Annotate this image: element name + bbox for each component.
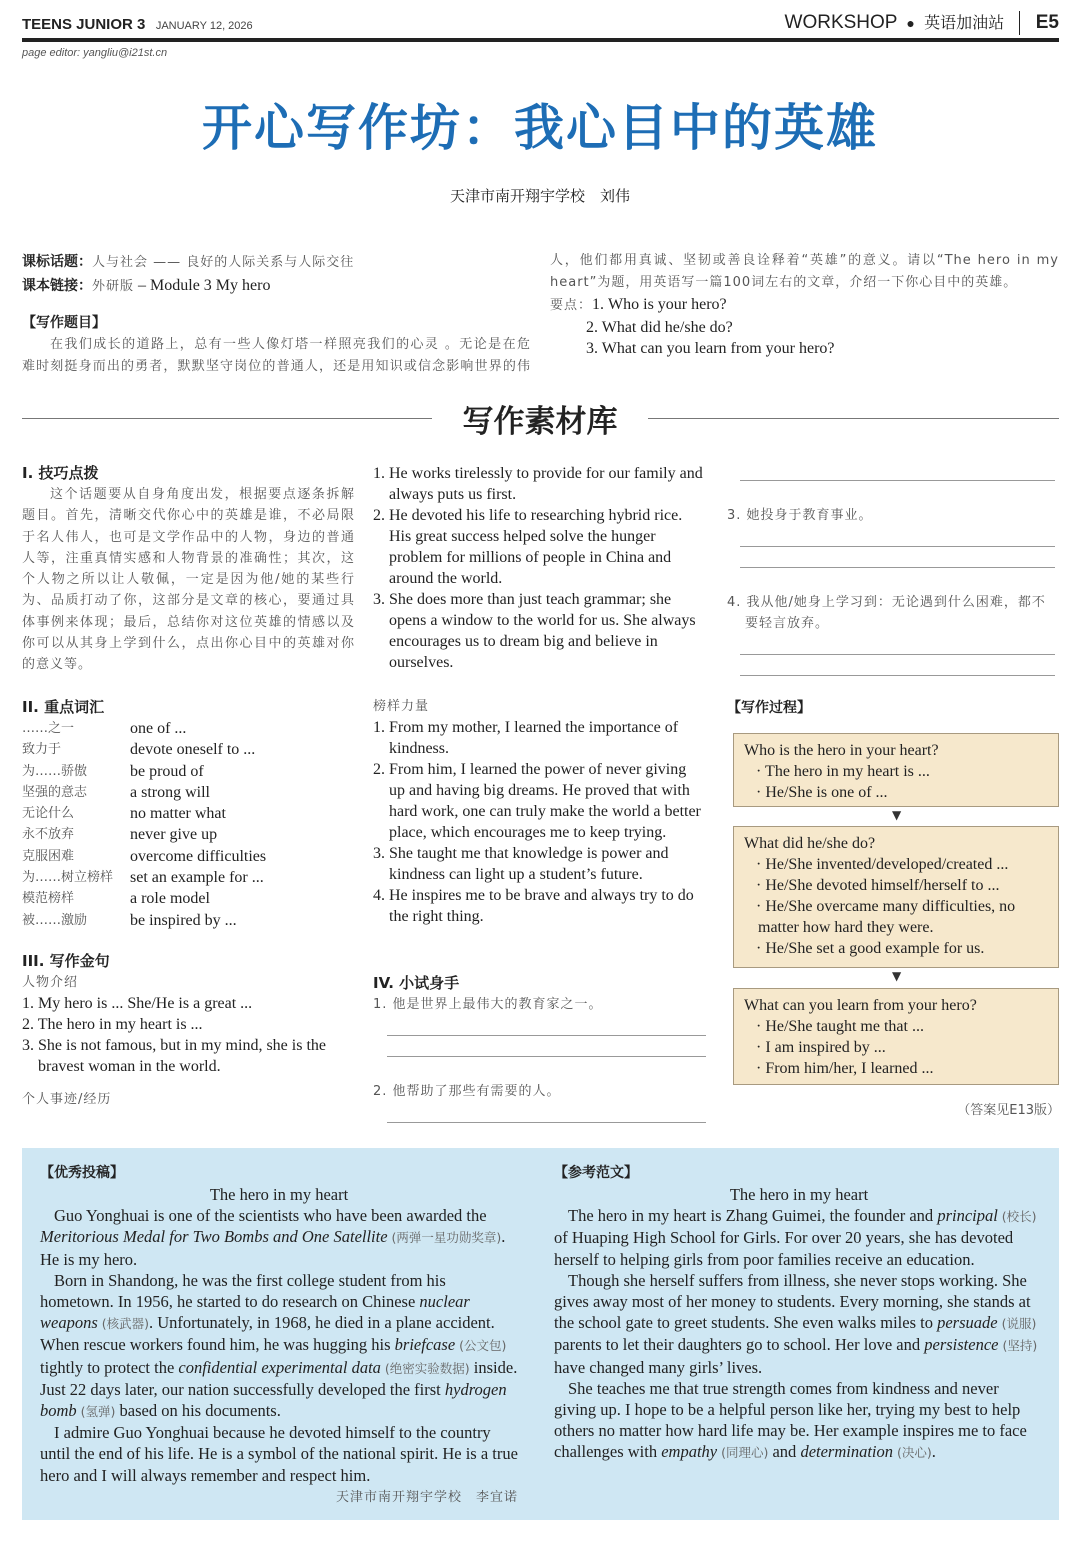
answer-line[interactable] [387, 1035, 706, 1036]
sentence-list-power [373, 717, 706, 927]
essay-label: 【优秀投稿】 [40, 1165, 124, 1181]
chinese-gloss: (说服) [997, 1316, 1037, 1332]
sentence-list-intro [22, 993, 355, 1077]
answer-line[interactable] [387, 1056, 706, 1057]
flow-item: · He/She invented/developed/created ... [756, 856, 1009, 873]
student-essay [40, 1162, 518, 1508]
vocab-cn: 为……树立榜样 [22, 870, 114, 886]
vocab-en: overcome difficulties [130, 847, 267, 865]
answer-note: （答案见E13版） [957, 1103, 1060, 1118]
essay-text: based on his documents. [115, 1401, 281, 1421]
vocab-list [22, 718, 355, 931]
essay-text: and [768, 1442, 801, 1462]
italic-term: empathy [661, 1442, 718, 1462]
flow-question: What can you learn from your hero? [744, 997, 977, 1014]
essay-text: The hero in my heart is Zhang Guimei, the founder and [568, 1206, 938, 1226]
essay-title: The hero in my heart [209, 1185, 349, 1204]
vocab-en: never give up [130, 826, 218, 844]
flow-item: · He/She set a good example for us. [756, 940, 985, 957]
chinese-gloss: (决心) [893, 1445, 932, 1461]
chinese-gloss: (同理心) [717, 1445, 769, 1461]
essay-paragraph [554, 1378, 1044, 1464]
role-model-block [373, 696, 706, 927]
divider [1019, 11, 1020, 35]
section-1 [22, 462, 355, 676]
chinese-gloss: (公文包) [455, 1338, 507, 1354]
sentence-item: 2. He devoted his life to researching hybrid rice. His great success helped solve the hunger problem for millions of people in China and around the world. [373, 507, 683, 587]
rule-right [648, 418, 1059, 419]
italic-term: persuade [937, 1313, 998, 1333]
essay-paragraph [40, 1270, 518, 1422]
chinese-gloss: (坚持) [998, 1338, 1038, 1354]
intro [22, 250, 1059, 380]
vocab-cn: 克服困难 [22, 848, 75, 864]
chinese-gloss: (核武器) [97, 1316, 149, 1332]
essay-text: tightly to protect the [40, 1357, 179, 1377]
author: 天津市南开翔宇学校 刘伟 [449, 187, 630, 205]
vocab-en: be proud of [130, 762, 204, 780]
link-cn: 外研版 [92, 279, 135, 294]
essay-title: The hero in my heart [729, 1185, 869, 1204]
prompt-text: 在我们成长的道路上，总有一些人像灯塔一样照亮我们的心灵 。无论是在危难时刻挺身而出的勇者，默默坚守岗位的普通人，还是用知识或信念影响世界的伟人，他们都用真诚、坚韧或善良诠释着“英雄”的意义。请以“The hero in my heart”为题，用英语写一篇100词左右的文章，介绍一下你心目中的英雄。 [22, 253, 1059, 374]
sentence-item: 1. My hero is ... She/He is a great ... [22, 995, 253, 1012]
model-essay [554, 1162, 1044, 1464]
essay-text: have changed many girls’ lives. [554, 1357, 763, 1377]
essay-text: Though she herself suffers from illness, she never stops working. She gives away most of her money to students. Every morning, she stands at the school gate to greet students. She even walks miles to [554, 1270, 1031, 1333]
answer-line[interactable] [740, 654, 1055, 655]
essay-paragraph [40, 1422, 518, 1486]
process-heading: 【写作过程】 [727, 700, 811, 716]
italic-term: briefcase [394, 1335, 456, 1355]
prompt-heading: 【写作题目】 [22, 315, 106, 331]
essay-paragraph [554, 1205, 1044, 1270]
arrow-down-icon: ▼ [892, 969, 902, 983]
vocab-en: a strong will [130, 783, 210, 801]
essay-label: 【参考范文】 [554, 1165, 638, 1181]
flow-item: · The hero in my heart is ... [756, 763, 930, 780]
essay-panel [22, 1148, 1059, 1520]
italic-term: hydrogen bomb [40, 1379, 507, 1421]
essay-paragraph [40, 1205, 518, 1270]
vocab-cn: 坚强的意志 [22, 784, 88, 800]
flow-item: · From him/her, I learned ... [756, 1060, 934, 1077]
section-2-heading: II. 重点词汇 [22, 698, 105, 716]
flow-item: · He/She overcame many difficulties, no matter how hard they were. [756, 898, 1016, 936]
vocab-cn: 模范榜样 [22, 891, 75, 907]
vocab-en: no matter what [130, 805, 226, 823]
page-number: E5 [1035, 12, 1059, 33]
section-name: WORKSHOP [784, 12, 898, 33]
bullet-icon: ● [906, 15, 915, 31]
essay-text: of Huaping High School for Girls. For over 20 years, she has devoted herself to helping girls from poor families receive an education. [554, 1228, 1014, 1269]
vocab-cn: ……之一 [22, 721, 75, 736]
section-3 [22, 950, 355, 1110]
section-4-heading: IV. 小试身手 [373, 974, 460, 992]
topic: 人与社会 —— 良好的人际关系与人际交往 [92, 255, 355, 270]
essay-text: She teaches me that true strength comes from kindness and never giving up. I hope to be a helpful person like her, trying my best to help others no matter how hard life may be. Her example inspires me to face challenges with [554, 1378, 1027, 1462]
italic-term: persistence [924, 1335, 999, 1355]
italic-term: nuclear weapons [40, 1292, 470, 1333]
section-4 [373, 972, 706, 1123]
exercise-1: 1. 他是世界上最伟大的教育家之一。 [373, 997, 603, 1012]
answer-line[interactable] [740, 567, 1055, 568]
chinese-gloss: (氢弹) [76, 1404, 116, 1420]
section-1-text: 这个话题要从自身角度出发，根据要点逐条拆解题目。首先，清晰交代你心中的英雄是谁，不必局限于名人伟人，也可是文学作品中的人物，身边的普通人等，注重真情实感和人物背景的准确性；其次，这个人物之所以让人敬佩，一定是因为他/她的某些行为、品质打动了你，这部分是文章的核心，要通过具体事例来体现；最后，总结你对这位英雄的情感以及你可以从其身上学到什么，点出你心目中的英雄对你的意义等。 [22, 487, 355, 673]
section-name-cn: 英语加油站 [924, 15, 1005, 32]
sentence-item: 4. He inspires me to be brave and always try to do the right thing. [373, 887, 694, 925]
essay-text: . [931, 1442, 936, 1462]
vocab-cn: 永不放弃 [22, 827, 75, 843]
sub-heading-deeds: 个人事迹/经历 [22, 1092, 112, 1107]
chinese-gloss: (绝密实验数据) [380, 1360, 470, 1376]
flow-box-who [733, 733, 1059, 807]
paper-name: TEENS JUNIOR 3 [22, 16, 146, 33]
page-title: 开心写作坊：我心目中的英雄 [202, 100, 878, 156]
essay-text: parents to let their daughters go to school. Her love and [554, 1335, 925, 1355]
vocab-cn: 为……骄傲 [22, 763, 88, 779]
sentence-item: 1. He works tirelessly to provide for our family and always puts us first. [373, 465, 703, 503]
link-en: – Module 3 My hero [134, 277, 271, 294]
vocab-cn: 致力于 [22, 742, 62, 758]
essay-text: . He is my hero. [40, 1227, 506, 1269]
chinese-gloss: (两弹一星功勋奖章) [387, 1230, 502, 1246]
page-editor: page editor: yangliu@i21st.cn [22, 47, 168, 59]
point-1: 1. Who is your hero? [592, 296, 727, 313]
essay-text: . Unfortunately, in 1968, he died in a plane accident. When rescue workers found him, he was hugging his [40, 1313, 495, 1355]
materials-title: 写作素材库 [462, 404, 618, 440]
exercise-2: 2. 他帮助了那些有需要的人。 [373, 1084, 561, 1099]
vocab-en: a role model [130, 890, 210, 908]
exercise-4: 4. 我从他/她身上学习到：无论遇到什么困难，都不要轻言放弃。 [727, 595, 1046, 631]
flow-item: · I am inspired by ... [756, 1039, 886, 1056]
topic-label: 课标话题： [22, 254, 92, 270]
essay-text: I admire Guo Yonghuai because he devoted himself to the country until the end of his life. He is a symbol of the national spirit. He is a true hero and I will always remember and respect him. [40, 1423, 518, 1485]
section-header [785, 10, 1059, 35]
vocab-cn: 被……激励 [22, 912, 88, 928]
flow-item: · He/She devoted himself/herself to ... [756, 877, 1000, 894]
header-rule [22, 38, 1059, 42]
sentence-item: 3. She is not famous, but in my mind, she is the bravest woman in the world. [22, 1037, 326, 1075]
link-label: 课本链接： [22, 278, 92, 294]
vocab-en: be inspired by ... [130, 911, 237, 929]
sentence-item: 3. She does more than just teach grammar; she opens a window to the world for us. She always encourages us to dream big and believe in ourselves. [373, 591, 696, 671]
italic-term: Meritorious Medal for Two Bombs and One Satellite [40, 1227, 388, 1247]
essay-text: Guo Yonghuai is one of the scientists who have been awarded the [54, 1206, 487, 1226]
answer-line[interactable] [387, 1122, 706, 1123]
essay-paragraph [554, 1270, 1044, 1378]
section-1-heading: I. 技巧点拨 [22, 464, 99, 482]
flow-question: Who is the hero in your heart? [744, 742, 939, 759]
answer-line[interactable] [740, 546, 1055, 547]
sentence-list-deeds [373, 463, 706, 673]
essay-text: inside. Just 22 days later, our nation successfully developed the first [40, 1357, 518, 1399]
arrow-down-icon: ▼ [892, 808, 902, 822]
italic-term: principal [937, 1206, 998, 1226]
points [550, 293, 1059, 360]
essay-text: Born in Shandong, he was the first college student from his hometown. In 1956, he started to do research on Chinese [40, 1270, 446, 1312]
sentence-item: 1. From my mother, I learned the importance of kindness. [373, 719, 679, 757]
flow-item: · He/She is one of ... [756, 784, 888, 801]
italic-term: determination [800, 1442, 894, 1462]
point-3: 3. What can you learn from your hero? [586, 340, 835, 357]
chinese-gloss: (校长) [997, 1209, 1037, 1225]
vocab-en: devote oneself to ... [130, 741, 256, 759]
answer-line[interactable] [740, 480, 1055, 481]
exercise-3: 3. 她投身于教育事业。 [727, 508, 873, 523]
vocab-en: set an example for ... [130, 869, 264, 887]
essay-signature: 天津市南开翔宇学校 李宜诺 [335, 1489, 518, 1505]
rule-left [22, 418, 432, 419]
section-2 [22, 696, 355, 931]
answer-line[interactable] [740, 675, 1055, 676]
point-2: 2. What did he/she do? [586, 318, 733, 336]
section-3-heading: III. 写作金句 [22, 952, 110, 970]
sentence-item: 2. From him, I learned the power of never giving up and having big dreams. He proved that with hard work, one can truly make the world a better place, which encourages me to keep trying. [373, 761, 701, 841]
sentence-item: 2. The hero in my heart is ... [22, 1016, 203, 1033]
vocab-cn: 无论什么 [22, 806, 75, 822]
exercises-cont [727, 460, 1055, 676]
sentence-item: 3. She taught me that knowledge is power and kindness can light up a student’s future. [373, 845, 669, 883]
flow-box-what [733, 826, 1059, 968]
issue-date: JANUARY 12, 2026 [155, 20, 253, 32]
italic-term: confidential experimental data [178, 1357, 381, 1377]
flow-question: What did he/she do? [744, 835, 876, 852]
intro-meta [22, 250, 531, 334]
points-label: 要点： [550, 298, 593, 313]
vocab-en: one of ... [130, 720, 187, 737]
flow-item: · He/She taught me that ... [756, 1018, 924, 1035]
sub-heading-intro: 人物介绍 [22, 975, 79, 990]
sub-heading-power: 榜样力量 [373, 699, 430, 714]
flow-box-learn [733, 988, 1059, 1085]
